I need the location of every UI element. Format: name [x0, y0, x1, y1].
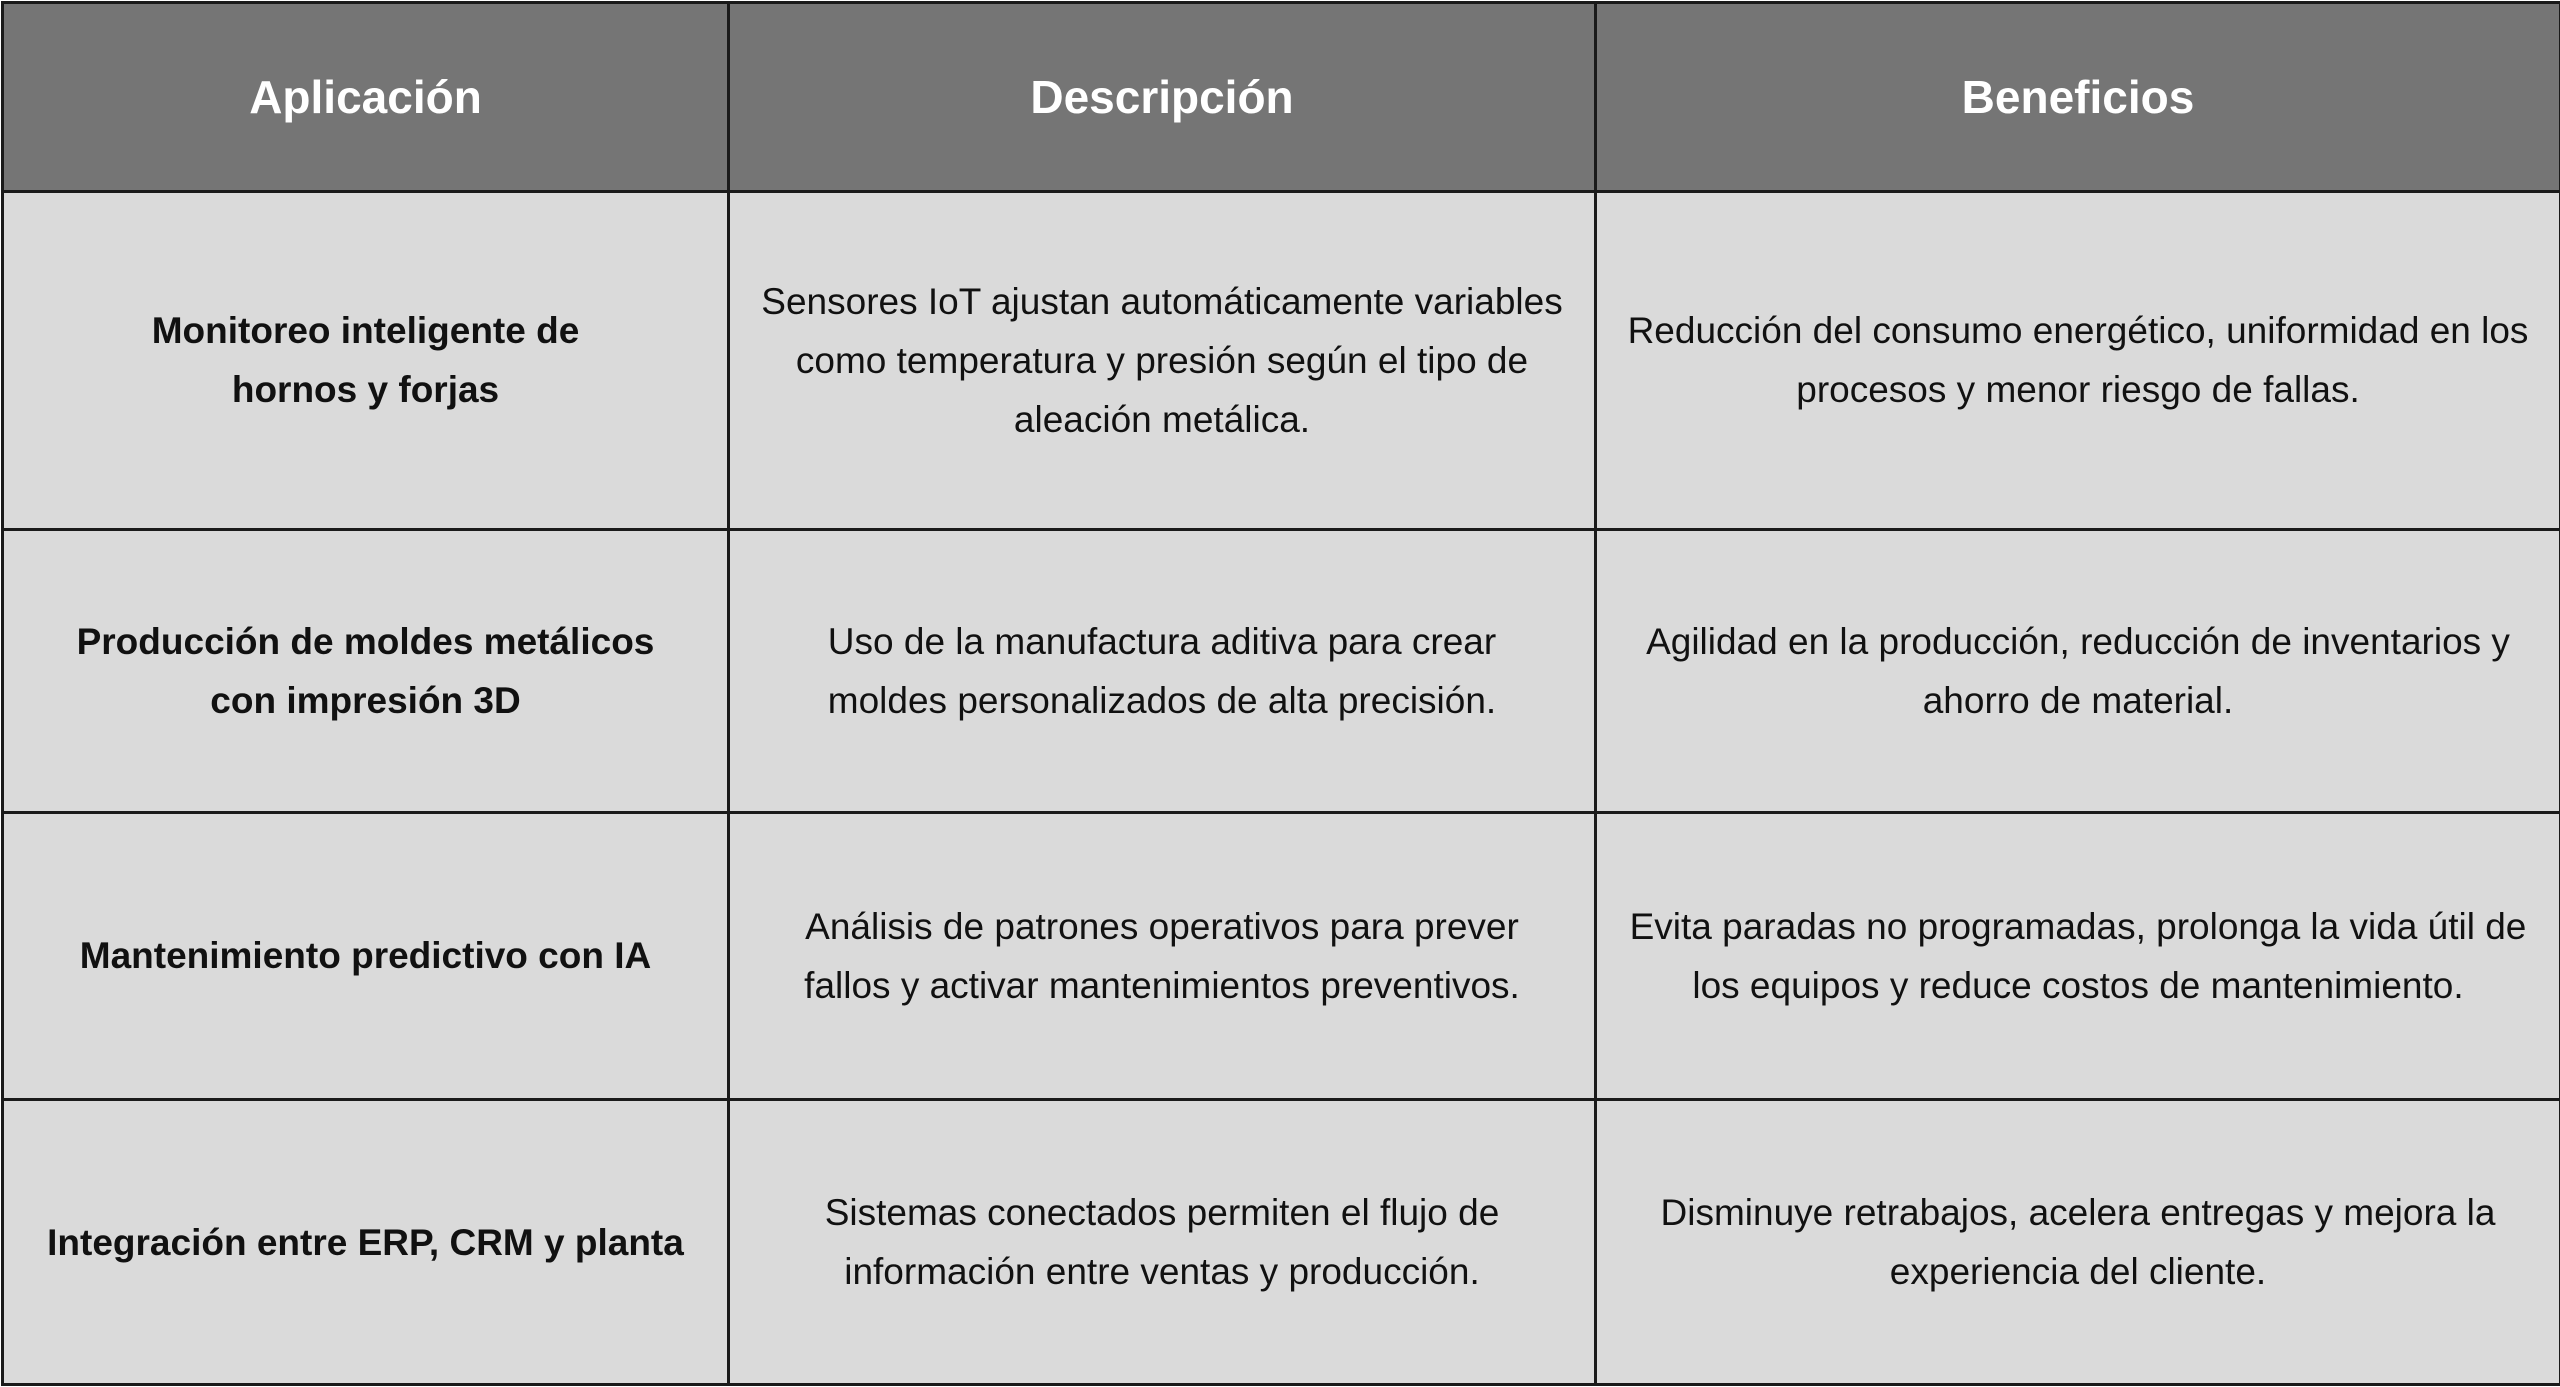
table-row [3, 812, 2560, 1100]
applications-table [1, 1, 2560, 1386]
cell-descripcion: Sistemas conectados permiten el flujo de información entre ventas y producción. [729, 1100, 1596, 1385]
cell-aplicacion: Mantenimiento predictivo con IA [3, 812, 729, 1100]
header-beneficios: Beneficios [1596, 3, 2560, 192]
header-descripcion: Descripción [729, 3, 1596, 192]
table-header-row [3, 3, 2560, 192]
cell-descripcion: Análisis de patrones operativos para prever fallos y activar mantenimientos preventivos. [729, 812, 1596, 1100]
cell-beneficios: Reducción del consumo energético, uniformidad en los procesos y menor riesgo de fallas. [1596, 192, 2560, 530]
cell-descripcion: Uso de la manufactura aditiva para crear moldes personalizados de alta precisión. [729, 529, 1596, 812]
header-aplicacion: Aplicación [3, 3, 729, 192]
table-row [3, 192, 2560, 530]
cell-aplicacion: Producción de moldes metálicos con impresión 3D [3, 529, 729, 812]
cell-descripcion: Sensores IoT ajustan automáticamente variables como temperatura y presión según el tipo de aleación metálica. [729, 192, 1596, 530]
table-row [3, 529, 2560, 812]
cell-beneficios: Agilidad en la producción, reducción de inventarios y ahorro de material. [1596, 529, 2560, 812]
cell-beneficios: Evita paradas no programadas, prolonga la vida útil de los equipos y reduce costos de mantenimiento. [1596, 812, 2560, 1100]
table-row [3, 1100, 2560, 1385]
cell-aplicacion: Monitoreo inteligente de hornos y forjas [3, 192, 729, 530]
cell-aplicacion: Integración entre ERP, CRM y planta [3, 1100, 729, 1385]
cell-beneficios: Disminuye retrabajos, acelera entregas y mejora la experiencia del cliente. [1596, 1100, 2560, 1385]
